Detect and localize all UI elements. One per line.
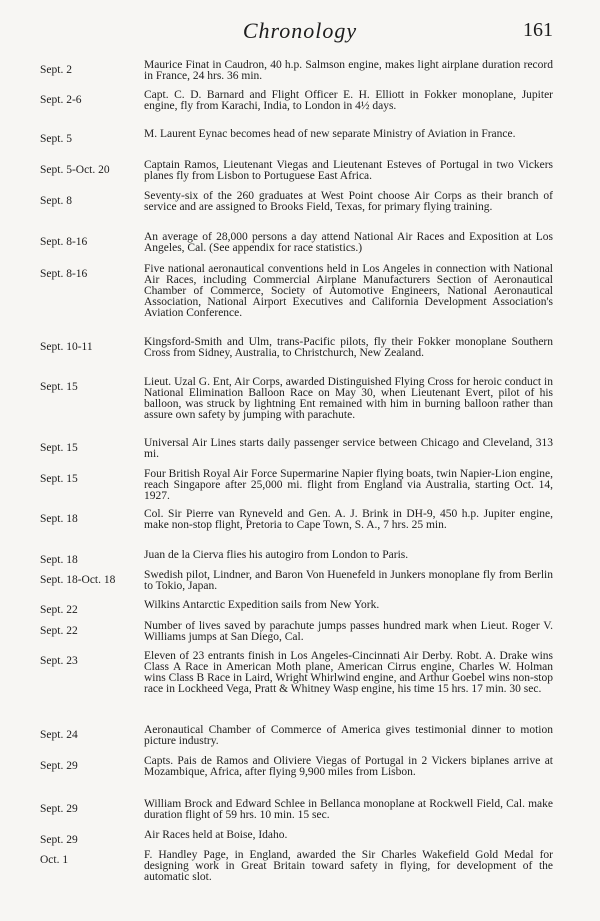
entry-text: Number of lives saved by parachute jumps passes hundred mark when Lieut. Roger V. Williams jumps at San Diego, Cal. — [144, 620, 553, 643]
entry-text: Seventy-six of the 260 graduates at West Point choose Air Corps as their branch of service and are assigned to Brooks Field, Texas, for primary flying training. — [144, 190, 553, 213]
entry-date: Sept. 15 — [40, 473, 78, 485]
entry-date: Oct. 1 — [40, 854, 69, 866]
entry-text: Universal Air Lines starts daily passenger service between Chicago and Cleveland, 313 mi. — [144, 437, 553, 460]
page-header — [0, 14, 600, 44]
entry-date: Sept. 22 — [40, 604, 78, 616]
page-title: Chronology — [242, 18, 358, 43]
entry-text: Col. Sir Pierre van Ryneveld and Gen. A. J. Brink in DH-9, 450 h.p. Jupiter engine, make non-stop flight, Pretoria to Cape Town, S. A., 7 hrs. 25 min. — [144, 508, 553, 531]
entry-text: M. Laurent Eynac becomes head of new separate Ministry of Aviation in France. — [144, 128, 516, 140]
entry-text: Juan de la Cierva flies his autogiro from London to Paris. — [144, 549, 409, 561]
entry-date: Sept. 15 — [40, 442, 78, 454]
entry-text: Kingsford-Smith and Ulm, trans-Pacific pilots, fly their Fokker monoplane Southern Cross from Sidney, Australia, to Christchurch, New Zealand. — [144, 336, 553, 359]
entry-date: Sept. 18 — [40, 513, 78, 525]
entry-text: Four British Royal Air Force Supermarine Napier flying boats, twin Napier-Lion engine, reach Singapore after 25,000 mi. flight from England via Australia, starting Oct. 14, 1927. — [144, 468, 553, 502]
entry-text: Capt. C. D. Barnard and Flight Officer E. H. Elliott in Fokker monoplane, Jupiter engine, fly from Karachi, India, to London in 4½ days. — [144, 89, 553, 112]
entry-date: Sept. 29 — [40, 834, 78, 846]
entry-text: F. Handley Page, in England, awarded the Sir Charles Wakefield Gold Medal for designing work in Great Britain toward safety in flying, for development of the automatic slot. — [144, 849, 553, 883]
entry-text: Capts. Pais de Ramos and Oliviere Viegas of Portugal in 2 Vickers biplanes arrive at Mozambique, Africa, after flying 9,900 miles from Lisbon. — [144, 755, 553, 778]
entry-text: Aeronautical Chamber of Commerce of America gives testimonial dinner to motion picture industry. — [144, 724, 553, 747]
entry-date: Sept. 8 — [40, 195, 72, 207]
entry-text: William Brock and Edward Schlee in Bellanca monoplane at Rockwell Field, Cal. make duration flight of 59 hrs. 10 min. 15 sec. — [144, 798, 553, 821]
entry-date: Sept. 8-16 — [40, 268, 88, 280]
entry-date: Sept. 5 — [40, 133, 72, 145]
page-number: 161 — [523, 19, 553, 41]
entry-date: Sept. 2-6 — [40, 94, 82, 106]
entry-text: Maurice Finat in Caudron, 40 h.p. Salmson engine, makes light airplane duration record in France, 24 hrs. 36 min. — [144, 59, 553, 82]
entry-date: Sept. 18-Oct. 18 — [40, 574, 116, 586]
entry-date: Sept. 22 — [40, 625, 78, 637]
entry-text: An average of 28,000 persons a day attend National Air Races and Exposition at Los Angeles, Cal. (See appendix for race statistics.) — [144, 231, 553, 254]
entry-text: Captain Ramos, Lieutenant Viegas and Lieutenant Esteves of Portugal in two Vickers planes fly from Lisbon to Portuguese East Africa. — [144, 159, 553, 182]
entry-date: Sept. 15 — [40, 381, 78, 393]
entry-date: Sept. 29 — [40, 803, 78, 815]
entry-date: Sept. 18 — [40, 554, 78, 566]
entry-date: Sept. 10-11 — [40, 341, 93, 353]
entry-date: Sept. 29 — [40, 760, 78, 772]
entry-text: Five national aeronautical conventions held in Los Angeles in connection with National Air Races, including Commercial Airplane Manufacturers Section of Aeronautical Chamber of Commerce, Society of Automotive Engineers, National Aeronautical Association, National Airport Executives and California Development Association's Aviation Conference. — [144, 263, 553, 319]
entry-date: Sept. 2 — [40, 64, 72, 76]
entry-text: Air Races held at Boise, Idaho. — [144, 829, 288, 841]
entry-date: Sept. 24 — [40, 729, 78, 741]
entry-text: Swedish pilot, Lindner, and Baron Von Huenefeld in Junkers monoplane fly from Berlin to Tokio, Japan. — [144, 569, 553, 592]
entry-text: Lieut. Uzal G. Ent, Air Corps, awarded Distinguished Flying Cross for heroic conduct in National Elimination Balloon Race on May 30, when Lieutenant Evert, pilot of his balloon, was struck by lightning Ent remained with him in burning balloon rather than assure own safety by jumping with parachute. — [144, 376, 553, 421]
entry-text: Eleven of 23 entrants finish in Los Angeles-Cincinnati Air Derby. Robt. A. Drake wins Class A Race in American Moth plane, American Cirrus engine, Charles W. Holman wins Class B Race in Laird, Wright Whirlwind engine, and Arthur Goebel wins non-stop race in Lockheed Vega, Pratt & Whitney Wasp engine, his time 15 hrs. 17 min. 30 sec. — [144, 650, 553, 695]
entry-date: Sept. 5-Oct. 20 — [40, 164, 110, 176]
entry-text: Wilkins Antarctic Expedition sails from New York. — [144, 599, 380, 611]
entry-date: Sept. 23 — [40, 655, 78, 667]
entry-date: Sept. 8-16 — [40, 236, 88, 248]
